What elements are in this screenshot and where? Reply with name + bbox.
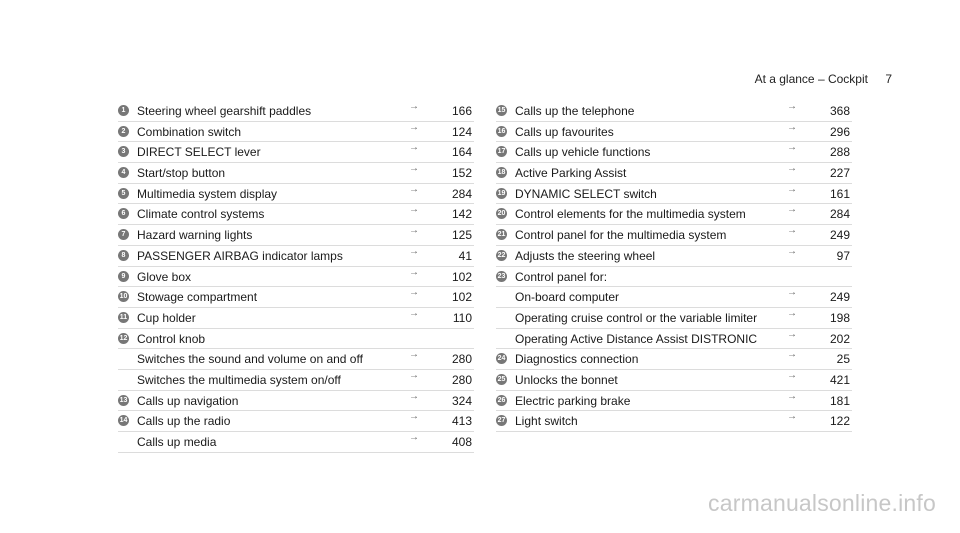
index-entry <box>118 370 474 391</box>
page-reference: 296 <box>829 124 850 139</box>
entry-label: Unlocks the bonnet <box>515 372 618 387</box>
entry-label: Diagnostics connection <box>515 352 639 367</box>
entry-label: Calls up navigation <box>137 393 239 408</box>
arrow-right-icon: → <box>409 225 419 237</box>
arrow-right-icon: → <box>787 163 797 175</box>
index-entry <box>496 142 852 163</box>
entry-label: Operating cruise control or the variable limiter <box>515 310 758 325</box>
arrow-right-icon: → <box>409 390 419 402</box>
callout-number: 12 <box>119 334 128 342</box>
entry-label: Glove box <box>137 269 192 284</box>
callout-number: 14 <box>119 417 128 425</box>
callout-number: 24 <box>497 355 506 363</box>
page-reference: 421 <box>829 372 850 387</box>
page-reference: 97 <box>836 248 850 263</box>
page-reference: 110 <box>452 310 472 325</box>
entry-label: Switches the multimedia system on/off <box>137 372 341 387</box>
callout-number: 21 <box>497 231 506 239</box>
entry-label: Calls up the radio <box>137 414 231 429</box>
page-reference: 122 <box>829 414 850 429</box>
page-reference: 152 <box>451 166 472 181</box>
page-reference: 181 <box>829 393 850 408</box>
index-entry <box>496 287 852 308</box>
left-index-column <box>118 101 474 453</box>
page-reference: 284 <box>829 207 850 222</box>
entry-label: Calls up favourites <box>515 124 614 139</box>
index-entry <box>496 349 852 370</box>
callout-number: 3 <box>118 146 129 157</box>
callout-number: 5 <box>118 188 129 199</box>
arrow-right-icon: → <box>787 204 797 216</box>
arrow-right-icon: → <box>409 307 419 319</box>
callout-number: 16 <box>497 127 506 135</box>
page-reference: 413 <box>451 414 472 429</box>
entry-label: Operating Active Distance Assist DISTRONIC <box>515 331 758 346</box>
callout-number: 22 <box>497 251 506 259</box>
index-entry <box>496 122 852 143</box>
entry-label: Adjusts the steering wheel <box>515 248 656 263</box>
arrow-right-icon: → <box>787 101 797 112</box>
right-index-column <box>496 101 852 432</box>
entry-label: On-board computer <box>515 290 620 305</box>
page-reference: 125 <box>451 228 472 243</box>
callout-number: 20 <box>497 210 506 218</box>
index-entry <box>118 287 474 308</box>
callout-number: 23 <box>497 272 506 280</box>
callout-number: 11 <box>119 313 128 321</box>
arrow-right-icon: → <box>409 204 419 216</box>
arrow-right-icon: → <box>409 101 419 112</box>
callout-number: 26 <box>497 396 506 404</box>
entry-label: Electric parking brake <box>515 393 631 408</box>
arrow-right-icon: → <box>787 142 797 154</box>
page-header <box>755 72 892 86</box>
entry-label: DIRECT SELECT lever <box>137 145 261 160</box>
index-entry <box>118 225 474 246</box>
index-entry <box>496 267 852 288</box>
entry-label: Steering wheel gearshift paddles <box>137 104 312 118</box>
entry-label: Cup holder <box>137 310 196 325</box>
arrow-right-icon: → <box>787 328 797 340</box>
index-entry <box>118 184 474 205</box>
page-reference: 202 <box>829 331 850 346</box>
callout-number: 19 <box>497 189 506 197</box>
index-entry <box>118 101 474 122</box>
index-entry <box>118 163 474 184</box>
index-entry <box>496 391 852 412</box>
index-entry <box>118 204 474 225</box>
callout-number: 15 <box>497 107 506 114</box>
arrow-right-icon: → <box>787 411 797 423</box>
page-reference: 142 <box>451 207 472 222</box>
index-entry <box>496 184 852 205</box>
entry-label: Control panel for the multimedia system <box>515 228 727 243</box>
entry-label: Switches the sound and volume on and off <box>137 352 363 367</box>
arrow-right-icon: → <box>787 183 797 195</box>
entry-label: Multimedia system display <box>137 186 278 201</box>
page-reference: 280 <box>451 352 472 367</box>
index-entry <box>118 308 474 329</box>
arrow-right-icon: → <box>787 287 797 299</box>
arrow-right-icon: → <box>409 411 419 423</box>
page-reference: 161 <box>829 186 850 201</box>
callout-number: 10 <box>119 293 128 301</box>
callout-number: 18 <box>497 169 506 177</box>
callout-number: 9 <box>118 271 129 282</box>
index-entry <box>118 432 474 453</box>
callout-number: 17 <box>497 148 506 156</box>
entry-label: Start/stop button <box>137 166 226 181</box>
index-entry <box>118 267 474 288</box>
entry-label: Calls up vehicle functions <box>515 145 651 160</box>
entry-label: Control elements for the multimedia system <box>515 207 746 222</box>
entry-label: Hazard warning lights <box>137 228 253 243</box>
index-entry <box>496 163 852 184</box>
page-reference: 280 <box>451 372 472 387</box>
entry-label: DYNAMIC SELECT switch <box>515 186 657 201</box>
page-reference: 124 <box>451 124 472 139</box>
index-entry <box>118 329 474 350</box>
index-entry <box>496 204 852 225</box>
page-reference: 102 <box>451 290 472 305</box>
arrow-right-icon: → <box>787 390 797 402</box>
index-entry <box>496 246 852 267</box>
arrow-right-icon: → <box>409 183 419 195</box>
callout-number: 2 <box>118 126 129 137</box>
page-reference: 102 <box>451 269 472 284</box>
arrow-right-icon: → <box>787 245 797 257</box>
callout-number: 7 <box>118 229 129 240</box>
page-reference: 284 <box>451 186 472 201</box>
page-number: 7 <box>885 72 892 86</box>
arrow-right-icon: → <box>409 245 419 257</box>
section-title: At a glance – Cockpit <box>754 72 868 86</box>
entry-label: Combination switch <box>137 124 242 139</box>
entry-label: Active Parking Assist <box>515 166 627 181</box>
callout-number: 6 <box>118 208 129 219</box>
callout-number: 27 <box>497 417 506 425</box>
page-reference: 249 <box>829 228 850 243</box>
callout-number: 4 <box>118 167 129 178</box>
arrow-right-icon: → <box>409 432 419 443</box>
arrow-right-icon: → <box>787 121 797 133</box>
arrow-right-icon: → <box>409 287 419 299</box>
index-entry <box>118 142 474 163</box>
page-reference: 166 <box>451 104 472 118</box>
arrow-right-icon: → <box>409 266 419 278</box>
entry-label: Control panel for: <box>515 269 608 284</box>
index-entry <box>118 122 474 143</box>
page-reference: 227 <box>829 166 850 181</box>
page-reference: 408 <box>451 435 472 449</box>
arrow-right-icon: → <box>409 142 419 154</box>
arrow-right-icon: → <box>787 349 797 361</box>
arrow-right-icon: → <box>787 225 797 237</box>
page-reference: 41 <box>458 248 472 263</box>
index-entry <box>496 329 852 350</box>
callout-number: 8 <box>118 250 129 261</box>
page-reference: 288 <box>829 145 850 160</box>
index-entry <box>496 225 852 246</box>
entry-label: Control knob <box>137 331 206 346</box>
page-reference: 198 <box>829 310 850 325</box>
index-entry <box>118 411 474 432</box>
entry-label: Stowage compartment <box>137 290 258 305</box>
index-entry <box>118 246 474 267</box>
index-entry <box>496 411 852 432</box>
arrow-right-icon: → <box>409 121 419 133</box>
index-entry <box>118 349 474 370</box>
page-reference: 249 <box>829 290 850 305</box>
callout-number: 13 <box>119 396 128 404</box>
entry-label: Calls up the telephone <box>515 104 635 118</box>
arrow-right-icon: → <box>787 307 797 319</box>
index-entry <box>496 370 852 391</box>
page-reference: 368 <box>829 104 850 118</box>
page-reference: 164 <box>451 145 472 160</box>
page-reference: 324 <box>451 393 472 408</box>
arrow-right-icon: → <box>409 349 419 361</box>
arrow-right-icon: → <box>787 369 797 381</box>
index-entry <box>118 391 474 412</box>
entry-label: Light switch <box>515 414 578 429</box>
entry-label: Calls up media <box>137 435 217 449</box>
index-entry <box>496 308 852 329</box>
entry-label: PASSENGER AIRBAG indicator lamps <box>137 248 343 263</box>
callout-number: 1 <box>118 105 129 116</box>
index-entry <box>496 101 852 122</box>
arrow-right-icon: → <box>409 369 419 381</box>
entry-label: Climate control systems <box>137 207 265 222</box>
watermark: carmanualsonline.info <box>708 490 936 516</box>
callout-number: 25 <box>497 375 506 383</box>
arrow-right-icon: → <box>409 163 419 175</box>
page-reference: 25 <box>836 352 850 367</box>
